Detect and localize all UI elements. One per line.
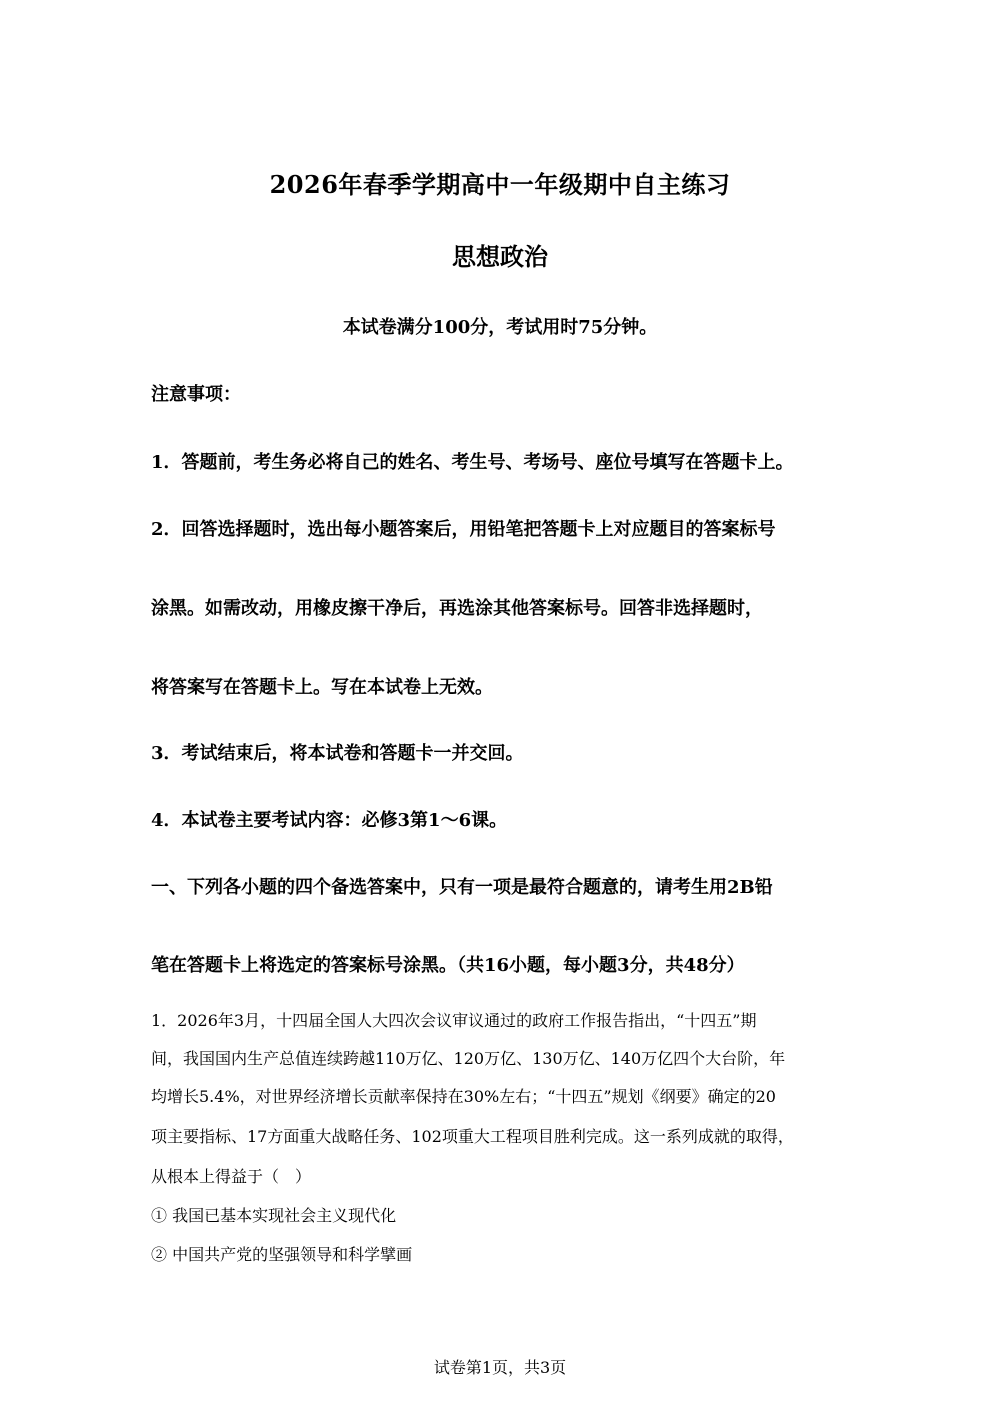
notice-line: 1．答题前，考生务必将自己的姓名、考生号、考场号、座位号填写在答题卡上。 xyxy=(151,452,794,473)
question-stem-line: 1．2026年3月，十四届全国人大四次会议审议通过的政府工作报告指出，“十四五”期 xyxy=(151,1011,757,1030)
notice-line: 2．回答选择题时，选出每小题答案后，用铅笔把答题卡上对应题目的答案标号 xyxy=(151,519,776,540)
page-footer: 试卷第1页，共3页 xyxy=(433,1358,567,1377)
notice-line: 涂黑。如需改动，用橡皮擦干净后，再选涂其他答案标号。回答非选择题时， xyxy=(151,598,763,619)
question-stem-line: 均增长5.4%，对世界经济增长贡献率保持在30%左右；“十四五”规划《纲要》确定的20 xyxy=(151,1087,776,1106)
section-heading-line: 笔在答题卡上将选定的答案标号涂黑。（共16小题，每小题3分，共48分） xyxy=(151,955,745,976)
notice-line: 将答案写在答题卡上。写在本试卷上无效。 xyxy=(151,677,493,698)
subject-title: 思想政治 xyxy=(452,242,548,271)
question-stem-line: 间，我国国内生产总值连续跨越110万亿、120万亿、130万亿、140万亿四个大台阶，年 xyxy=(151,1049,786,1068)
notice-heading: 注意事项： xyxy=(151,384,241,405)
question-stem-line: 项主要指标、17方面重大战略任务、102项重大工程项目胜利完成。这一系列成就的取得， xyxy=(151,1127,794,1146)
question-option: ① 我国已基本实现社会主义现代化 xyxy=(151,1206,397,1225)
exam-title: 2026年春季学期高中一年级期中自主练习 xyxy=(269,170,731,199)
question-option: ② 中国共产党的坚强领导和科学擘画 xyxy=(151,1245,413,1264)
notice-line: 3．考试结束后，将本试卷和答题卡一并交回。 xyxy=(151,743,524,764)
notice-line: 4．本试卷主要考试内容：必修3第1～6课。 xyxy=(151,810,508,831)
question-stem-line: 从根本上得益于（ ） xyxy=(151,1167,312,1186)
exam-info: 本试卷满分100分，考试用时75分钟。 xyxy=(342,317,658,338)
section-heading-line: 一、下列各小题的四个备选答案中，只有一项是最符合题意的，请考生用2B铅 xyxy=(151,877,773,898)
